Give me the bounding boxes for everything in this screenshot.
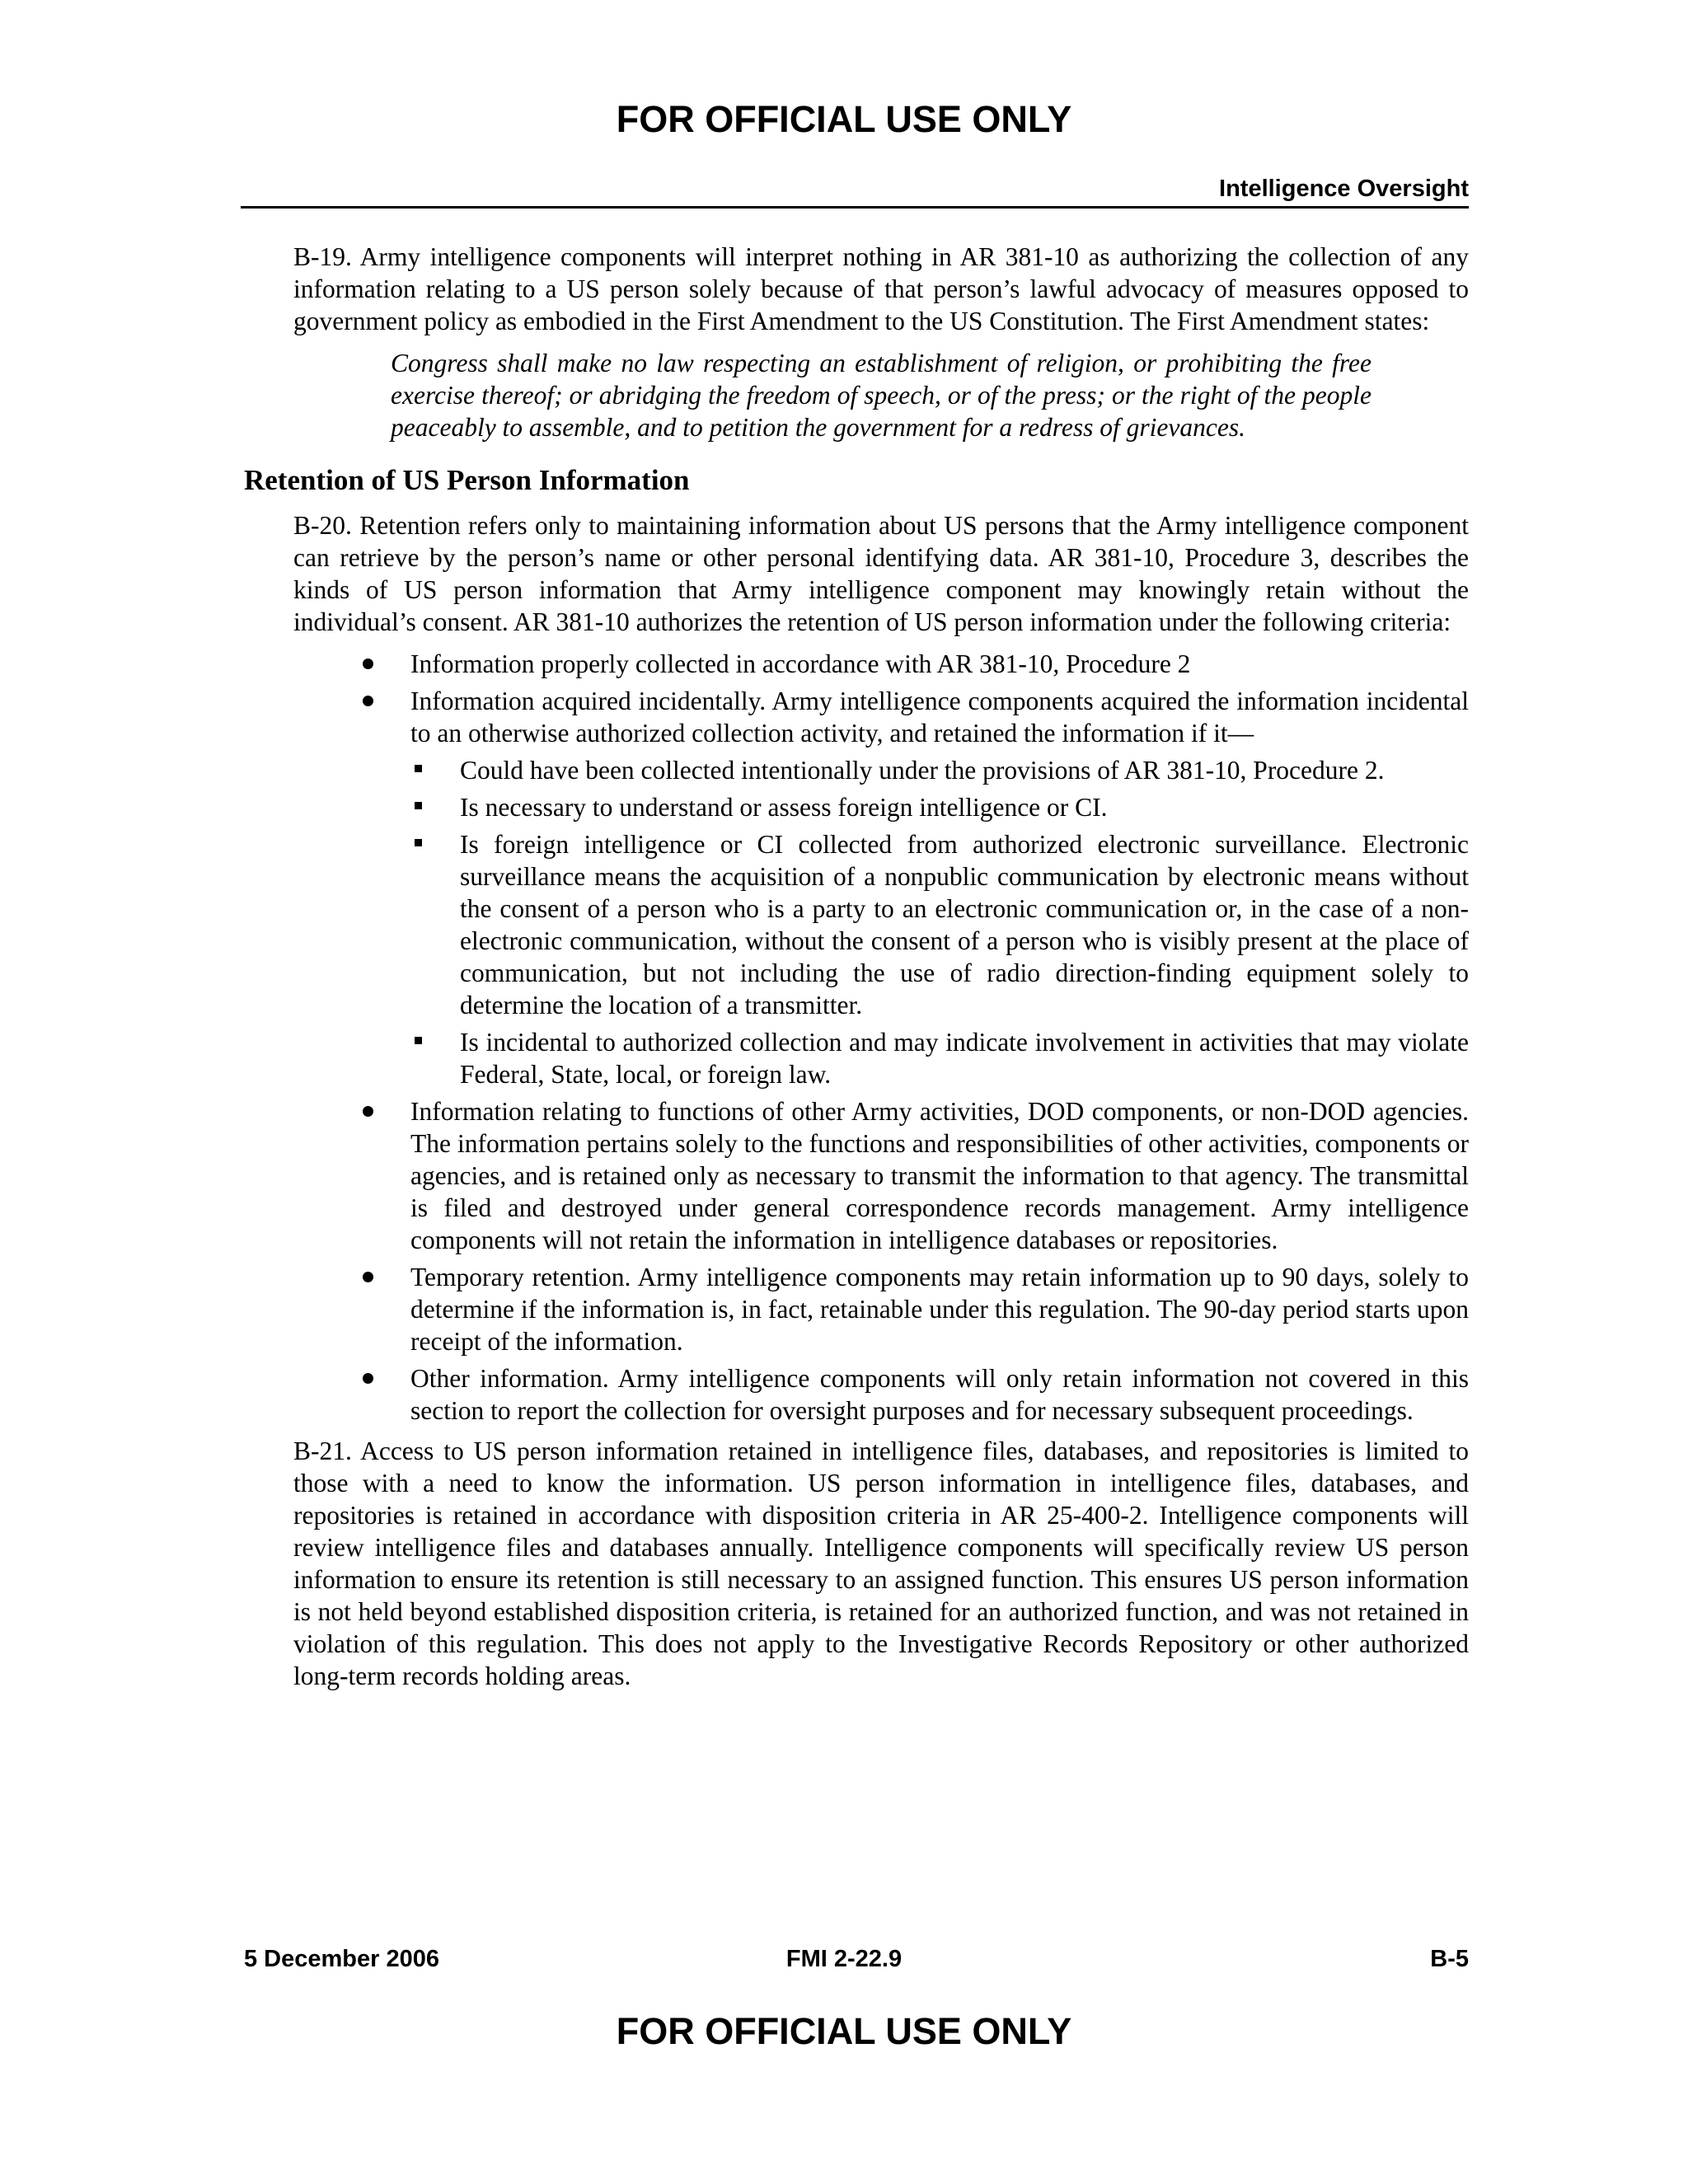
sub-list-item-text: Is foreign intelligence or CI collected from authorized electronic surveillance. Electronic surveillance means the acquisition of a nonpublic communication by electronic means without the consent of a person who is a party to an electronic communication or, in the case of a non-electronic communication, without the consent of a person who is visibly present at the place of communication, but not including the use of radio direction-finding equipment solely to determine the location of a transmitter. [460,830,1469,1019]
incidental-sub-list [410,754,1469,1090]
paragraph-b20: B-20. Retention refers only to maintaining information about US persons that the Army intelligence component can retrieve by the person’s name or other personal identifying data. AR 381-10, Procedure 3, describes the kinds of US person information that Army intelligence component may knowingly retain without the individual’s consent. AR 381-10 authorizes the retention of US person information under the following criteria: [293,511,1469,636]
retention-criteria-list [293,648,1469,1427]
sub-list-item [460,754,1469,786]
bullet-icon [363,1373,373,1384]
section-heading: Retention of US Person Information [244,464,690,496]
classification-marking-bottom: FOR OFFICIAL USE ONLY [616,2010,1072,2052]
sub-list-item [460,828,1469,1021]
bullet-icon [363,1106,373,1117]
running-head: Intelligence Oversight [1219,176,1469,202]
list-item [410,685,1469,1090]
list-item [410,1362,1469,1427]
list-item-text: Temporary retention. Army intelligence components may retain information up to 90 days, solely to determine if the information is, in fact, retainable under this regulation. The 90-day period starts upon receipt of the information. [410,1263,1469,1356]
paragraph-b19: B-19. Army intelligence components will interpret nothing in AR 381-10 as authorizing the collection of any information relating to a US person solely because of that person’s lawful advocacy of measures opposed to government policy as embodied in the First Amendment to the US Constitution. The First Amendment states: [293,242,1469,335]
sub-list-item-text: Could have been collected intentionally under the provisions of AR 381-10, Procedure 2. [460,756,1385,785]
sub-list-item [460,791,1469,823]
bullet-icon [363,696,373,706]
bullet-icon [363,658,373,669]
list-item-text: Other information. Army intelligence components will only retain information not covered in this section to report the collection for oversight purposes and for necessary subsequent proceedings. [410,1364,1469,1425]
sub-list-item-text: Is incidental to authorized collection and may indicate involvement in activities that may violate Federal, State, local, or foreign law. [460,1028,1469,1089]
list-item [410,1095,1469,1256]
bullet-icon [363,1272,373,1282]
list-item-text: Information properly collected in accordance with AR 381-10, Procedure 2 [410,649,1191,678]
footer-page-number: B-5 [1430,1946,1469,1972]
square-bullet-icon [415,1037,422,1044]
footer-publication: FMI 2-22.9 [785,1946,903,1972]
sub-list-item [460,1026,1469,1090]
square-bullet-icon [415,765,422,772]
sub-list-item-text: Is necessary to understand or assess foreign intelligence or CI. [460,793,1108,822]
list-item-text: Information relating to functions of other Army activities, DOD components, or non-DOD agencies. The information pertains solely to the functions and responsibilities of other activities, components or agencies, and is retained only as necessary to transmit the information to that agency. The transmittal is filed and destroyed under general correspondence records management. Army intelligence components will not retain the information in intelligence databases or repositories. [410,1097,1469,1254]
paragraph-b21: B-21. Access to US person information retained in intelligence files, databases, and repositories is limited to those with a need to know the information. US person information in intelligence files, databases, and repositories is retained in accordance with disposition criteria in AR 25-400-2. Intelligence components will review intelligence files and databases annually. Intelligence components will specifically review US person information to ensure its retention is still necessary to an assigned function. This ensures US person information is not held beyond established disposition criteria, is retained for an authorized function, and was not retained in violation of this regulation. This does not apply to the Investigative Records Repository or other authorized long-term records holding areas. [293,1436,1469,1690]
list-item [410,1261,1469,1357]
list-item [410,648,1469,680]
footer-date: 5 December 2006 [244,1946,439,1972]
square-bullet-icon [415,802,422,809]
square-bullet-icon [415,839,422,846]
list-item-text: Information acquired incidentally. Army intelligence components acquired the information incidental to an otherwise authorized collection activity, and retained the information if it— [410,687,1469,748]
first-amendment-quote: Congress shall make no law respecting an establishment of religion, or prohibiting the free exercise thereof; or abridging the freedom of speech, or of the press; or the right of the people peaceably to assemble, and to petition the government for a redress of grievances. [391,349,1372,442]
header-rule [241,206,1469,209]
body-text [244,241,1469,1702]
classification-marking-top: FOR OFFICIAL USE ONLY [616,98,1072,140]
